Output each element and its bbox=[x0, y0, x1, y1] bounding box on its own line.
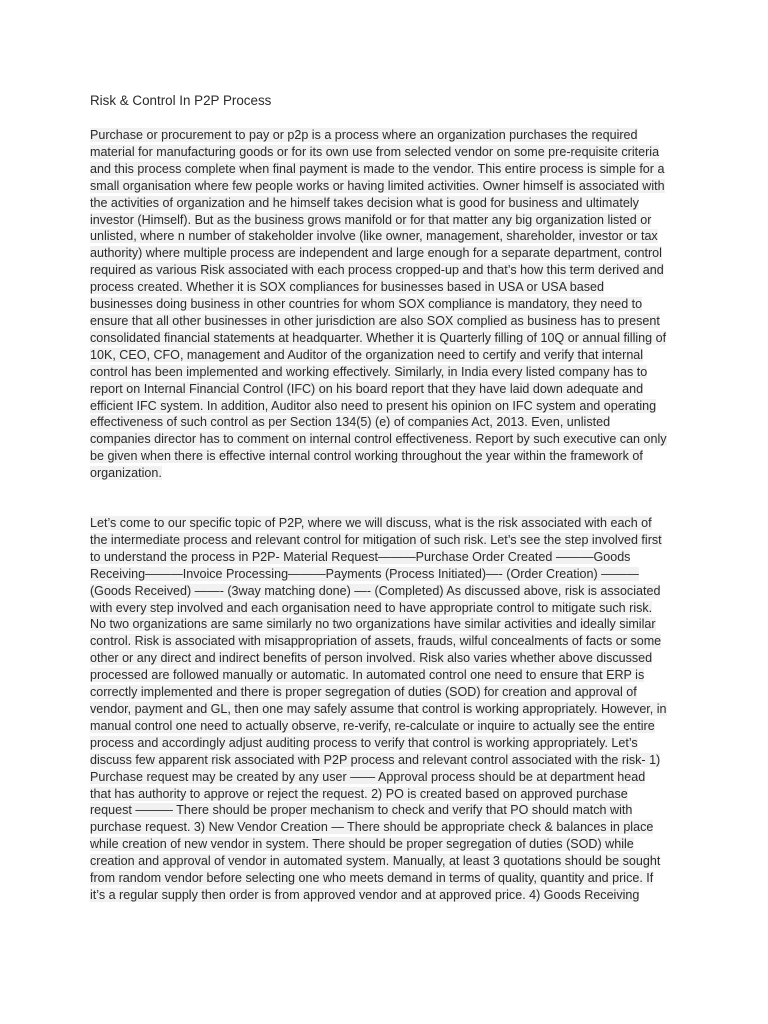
document-page bbox=[90, 92, 668, 904]
document-title: Risk & Control In P2P Process bbox=[90, 93, 272, 108]
paragraph-1-text: Purchase or procurement to pay or p2p is a process where an organization purchases the required material for manufacturing goods or for its own use from selected vendor on some pre-requisite criteria and this process complete when final payment is made to the vendor. This entire process is simple for a small organisation where few people works or having limited activities. Owner himself is associated with the activities of organization and he himself takes decision what is good for business and ultimately investor (Himself). But as the business grows manifold or for that matter any big organization listed or unlisted, where n number of stakeholder involve (like owner, management, shareholder, investor or tax authority) where multiple process are independent and large enough for a separate department, control required as various Risk associated with each process cropped-up and that’s how this term derived and process created. Whether it is SOX compliances for businesses based in USA or USA based businesses doing business in other countries for whom SOX compliance is mandatory, they need to ensure that all other businesses in other jurisdiction are also SOX complied as business has to present consolidated financial statements at headquarter. Whether it is Quarterly filling of 10Q or annual filling of 10K, CEO, CFO, management and Auditor of the organization need to certify and verify that internal control has been implemented and working effectively. Similarly, in India every listed company has to report on Internal Financial Control (IFC) on his board report that they have laid down adequate and efficient IFC system. In addition, Auditor also need to present his opinion on IFC system and operating effectiveness of such control as per Section 134(5) (e) of companies Act, 2013. Even, unlisted companies director has to comment on internal control effectiveness. Report by such executive can only be given when there is effective internal control working throughout the year within the framework of organization. bbox=[90, 128, 667, 481]
paragraph-2 bbox=[90, 515, 668, 904]
paragraph-spacer bbox=[90, 482, 668, 515]
paragraph-1 bbox=[90, 127, 668, 482]
paragraph-2-text: Let’s come to our specific topic of P2P, where we will discuss, what is the risk associated with each of the intermediate process and relevant control for mitigation of such risk. Let’s see the step involved first to understand the process in P2P- Material Request———Purchase Order Created ———Goods Receiving———Invoice Processing———Payments (Process Initiated)—- (Order Creation) ——— (Goods Received) ——- (3way matching done) —- (Completed) As discussed above, risk is associated with every step involved and each organisation need to have appropriate control to mitigate such risk. No two organizations are same similarly no two organizations have similar activities and ideally similar control. Risk is associated with misappropriation of assets, frauds, wilful concealments of facts or some other or any direct and indirect benefits of person involved. Risk also varies whether above discussed processed are followed manually or automatic. In automated control one need to ensure that ERP is correctly implemented and there is proper segregation of duties (SOD) for creation and approval of vendor, payment and GL, then one may safely assume that control is working appropriately. However, in manual control one need to actually observe, re-verify, re-calculate or inquire to actually see the entire process and accordingly adjust auditing process to verify that control is working appropriately. Let’s discuss few apparent risk associated with P2P process and relevant control associated with the risk- 1) Purchase request may be created by any user —— Approval process should be at department head that has authority to approve or reject the request. 2) PO is created based on approved purchase request ——— There should be proper mechanism to check and verify that PO should match with purchase request. 3) New Vendor Creation — There should be appropriate check & balances in place while creation of new vendor in system. There should be proper segregation of duties (SOD) while creation and approval of vendor in automated system. Manually, at least 3 quotations should be sought from random vendor before selecting one who meets demand in terms of quality, quantity and price. If it’s a regular supply then order is from approved vendor and at approved price. 4) Goods Receiving bbox=[90, 516, 667, 902]
